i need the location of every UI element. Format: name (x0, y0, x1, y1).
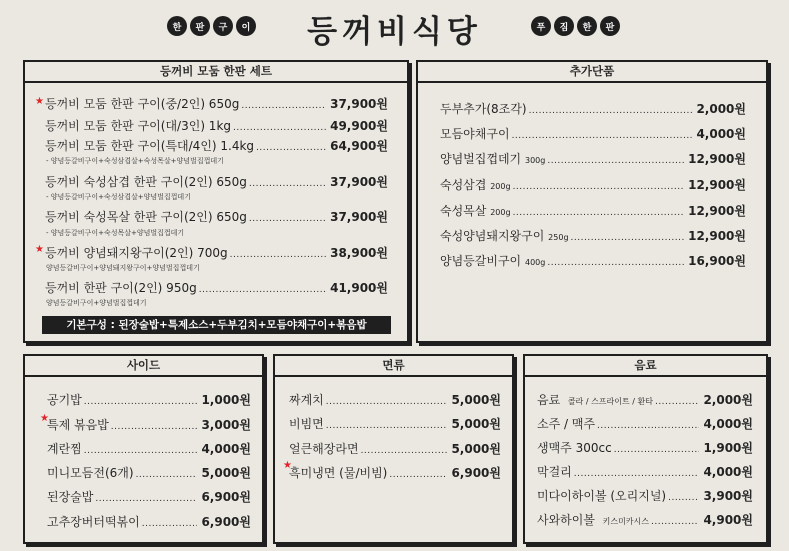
list-item: 소주 / 맥주 ..... 4,000원 (537, 415, 753, 432)
list-item: 된장술밥 ..... 6,900원 (47, 488, 251, 505)
pill: 이 (236, 16, 256, 36)
list-item: 등꺼비 숙성목살 한판 구이(2인) 650g ..... 37,900원 (45, 208, 388, 225)
list-item: 등꺼비 양념돼지왕구이(2인) 700g ..... 38,900원 (45, 244, 388, 261)
list-item: 생맥주 300cc ..... 1,900원 (537, 439, 753, 456)
noodle-panel (273, 354, 514, 544)
list-item: 숙성목살 200g ..... 12,900원 (440, 202, 746, 219)
panel-title: 등꺼비 모둠 한판 세트 (25, 62, 407, 83)
right-pill-group (531, 16, 620, 36)
restaurant-title: 등꺼비식당 (307, 14, 482, 50)
pill: 짐 (554, 16, 574, 36)
list-item: 등꺼비 한판 구이(2인) 950g ..... 41,900원 (45, 279, 388, 296)
list-item: 짜계치 ..... 5,000원 (289, 391, 501, 408)
item-description: - 양념등갈비구이+숙성삼겹살+양념벌집껍데기 (46, 193, 191, 201)
star-icon: ★ (283, 460, 292, 471)
item-description: - 양념등갈비구이+숙성목살+양념벌집껍데기 (46, 229, 185, 237)
list-item: 숙성양념돼지왕구이 250g ..... 12,900원 (440, 227, 746, 244)
pill: 판 (190, 16, 210, 36)
list-item: 막걸리 ..... 4,000원 (537, 463, 753, 480)
list-item: 사와하이볼 키스미카시스 ..... 4,900원 (537, 511, 753, 528)
pill: 판 (600, 16, 620, 36)
item-description: 양념등갈비구이+양념돼지왕구이+양념벌집껍데기 (46, 264, 200, 272)
pill: 한 (167, 16, 187, 36)
list-item: 계란찜 ..... 4,000원 (47, 440, 251, 457)
list-item: 양념등갈비구이 400g ..... 16,900원 (440, 252, 746, 269)
panel-title: 음료 (525, 356, 766, 377)
pill: 푸 (531, 16, 551, 36)
list-item: 미다이하이볼 (오리지널) ..... 3,900원 (537, 487, 753, 504)
panel-title: 면류 (275, 356, 512, 377)
star-icon: ★ (40, 413, 49, 424)
list-item: 등꺼비 모둠 한판 구이(특대/4인) 1.4kg ..... 64,900원 (45, 137, 388, 154)
list-item: 등꺼비 모둠 한판 구이(중/2인) 650g ..... 37,900원 (45, 95, 388, 112)
list-item: 비빔면 ..... 5,000원 (289, 415, 501, 432)
star-icon: ★ (35, 96, 44, 107)
list-item: 특제 볶음밥 ..... 3,000원 (47, 416, 251, 433)
list-item: 미니모듬전(6개) ..... 5,000원 (47, 464, 251, 481)
list-item: 숙성삼겹 200g ..... 12,900원 (440, 176, 746, 193)
pill: 구 (213, 16, 233, 36)
list-item: 모듬야채구이 ..... 4,000원 (440, 125, 746, 142)
drink-panel (523, 354, 768, 544)
list-item: 양념벌집껍데기 300g ..... 12,900원 (440, 150, 746, 167)
star-icon: ★ (35, 244, 44, 255)
panel-title: 사이드 (25, 356, 262, 377)
list-item: 등꺼비 모둠 한판 구이(대/3인) 1kg ..... 49,900원 (45, 117, 388, 134)
list-item: 두부추가(8조각) ..... 2,000원 (440, 100, 746, 117)
side-panel (23, 354, 264, 544)
list-item: 음료 콜라 / 스프라이트 / 환타 ..... 2,000원 (537, 391, 753, 408)
basic-composition-banner: 기본구성 : 된장술밥+특제소스+두부김치+모듬야채구이+볶음밥 (42, 316, 391, 334)
list-item: 등꺼비 숙성삼겹 한판 구이(2인) 650g ..... 37,900원 (45, 173, 388, 190)
pill: 한 (577, 16, 597, 36)
list-item: 흑미냉면 (물/비빔) ..... 6,900원 (289, 464, 501, 481)
item-description: 양념등갈비구이+양념벌집껍데기 (46, 299, 147, 307)
list-item: 공기밥 ..... 1,000원 (47, 391, 251, 408)
panel-title: 추가단품 (418, 62, 766, 83)
list-item: 고추장버터떡볶이 ..... 6,900원 (47, 513, 251, 530)
extra-items-panel (416, 60, 768, 343)
set-menu-panel (23, 60, 409, 343)
item-description: - 양념등갈비구이+숙성삼겹살+숙성목살+양념벌집껍데기 (46, 157, 224, 165)
list-item: 얼큰해장라면 ..... 5,000원 (289, 440, 501, 457)
